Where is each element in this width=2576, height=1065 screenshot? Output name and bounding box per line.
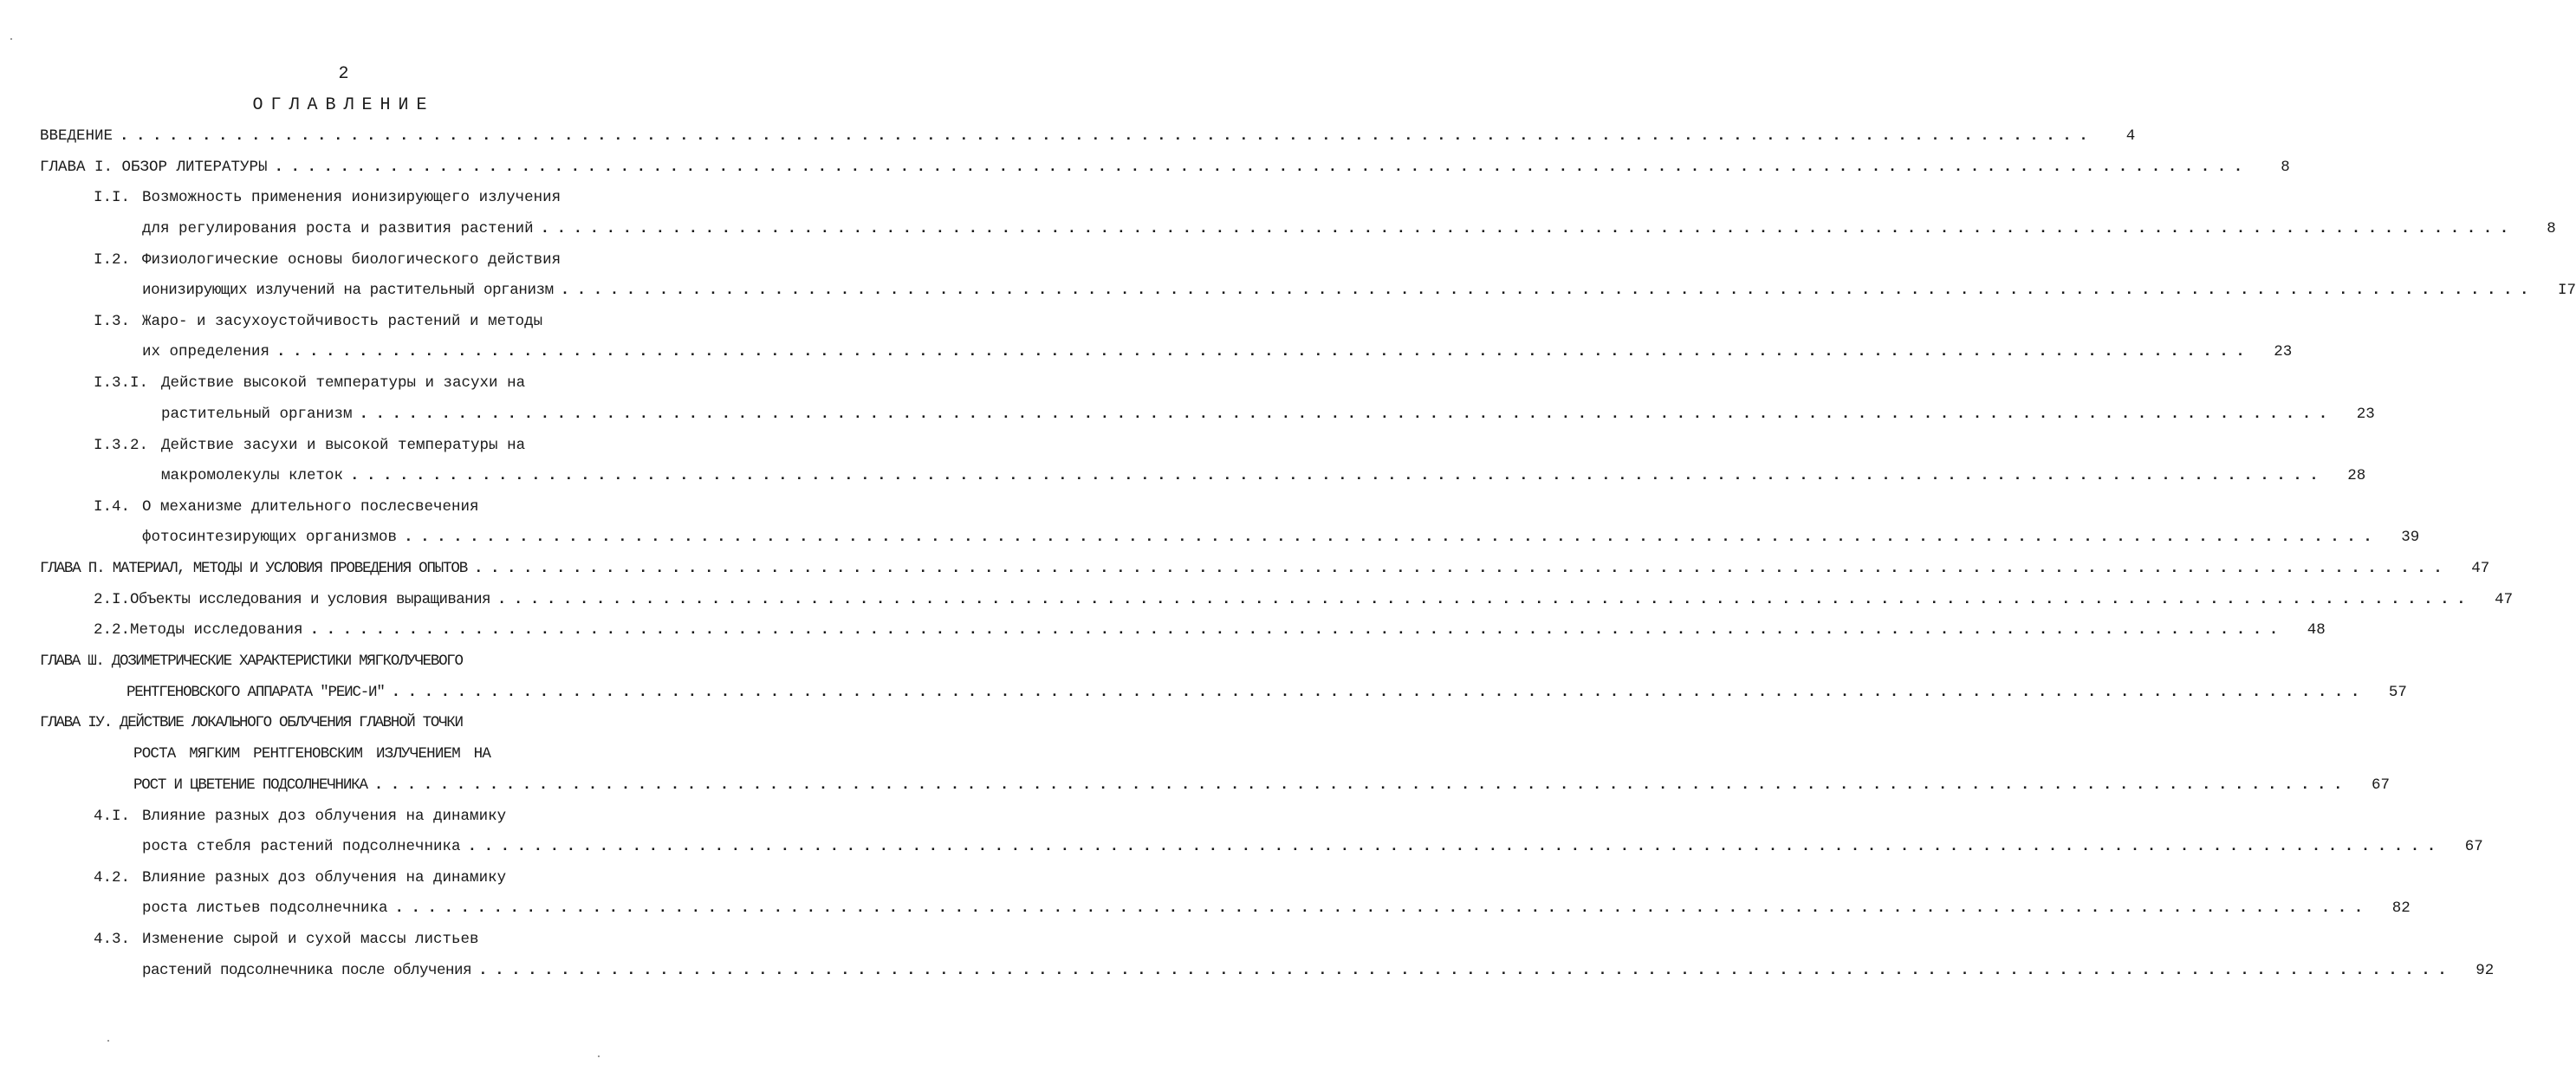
dot-leader: ........................................................................................................................ [478,962,2455,979]
dot-leader: ........................................................................................................................ [276,343,2253,360]
toc-page: 23 [2356,406,2375,423]
toc-entry-2-2 [94,619,2326,641]
toc-page: 23 [2274,343,2293,360]
toc-title: ГЛАВА IУ. ДЕЙСТВИЕ ЛОКАЛЬНОГО ОБЛУЧЕНИЯ ГЛАВНОЙ ТОЧКИ [40,714,463,731]
toc-entry-4-2-line2 [142,897,2411,919]
toc-title-continued: РОСТ И ЦВЕТЕНИЕ ПОДСОЛНЕЧНИКА [133,776,367,794]
toc-title: Жаро- и засухоустойчивость растений и методы [142,313,543,330]
dot-leader: ........................................................................................................................ [474,560,2450,577]
toc-title-continued: растений подсолнечника после облучения [142,962,472,979]
toc-entry-1-3-line1 [94,310,652,333]
toc-entry-chapter-2 [40,557,2490,580]
toc-title-continued: растительный организм [161,406,353,423]
toc-title: ГЛАВА Ш. ДОЗИМЕТРИЧЕСКИЕ ХАРАКТЕРИСТИКИ МЯГКОЛУЧЕВОГО [40,653,463,670]
page-number: 2 [338,64,349,84]
toc-entry-chapter-4-line2 [133,743,652,765]
toc-page: 82 [2391,899,2411,917]
toc-title: Объекты исследования и условия выращивания [130,591,490,608]
toc-number: I.3. [94,313,131,330]
dot-leader: ........................................................................................................................ [120,127,2096,145]
dot-leader: ........................................................................................................................ [540,220,2516,237]
toc-number: 4.3. [94,931,131,948]
toc-number: I.3.2. [94,437,149,454]
toc-page: 67 [2464,838,2483,855]
toc-entry-1-2-line2 [142,279,2576,302]
toc-title: ГЛАВА I. ОБЗОР ЛИТЕРАТУРЫ [40,159,268,176]
toc-page: 47 [2471,560,2490,577]
toc-entry-introduction [40,125,2136,147]
toc-entry-1-4-line1 [94,496,652,518]
toc-entry-1-3-line2 [142,341,2293,363]
toc-number: 2.2. [94,621,131,639]
toc-title: Возможность применения ионизирующего излучения [142,189,561,206]
scan-speck [10,38,12,40]
scan-speck [598,1055,600,1057]
toc-title-continued: роста стебля растений подсолнечника [142,838,461,855]
dot-leader: ........................................................................................................................ [350,467,2326,484]
toc-entry-1-4-line2 [142,526,2420,549]
dot-leader: ........................................................................................................................ [394,899,2371,917]
toc-page: 8 [2281,159,2290,176]
dot-leader: ........................................................................................................................ [496,591,2474,608]
toc-title: О механизме длительного послесвечения [142,498,479,516]
toc-page: 28 [2347,467,2366,484]
toc-title-continued: для регулирования роста и развития растений [142,220,534,237]
toc-entry-4-2-line1 [94,867,652,889]
toc-number: I.I. [94,189,131,206]
toc-entry-1-3-2-line2 [161,464,2366,487]
toc-page: 39 [2401,529,2420,546]
toc-entry-chapter-3-line1 [40,650,652,672]
toc-number: I.4. [94,498,131,516]
toc-title-continued: РЕНТГЕНОВСКОГО АППАРАТА "РЕИС-И" [127,684,385,701]
toc-title: Действие высокой температуры и засухи на [161,374,526,392]
toc-entry-4-1-line1 [94,805,652,828]
dot-leader: ........................................................................................................................ [560,282,2536,299]
toc-title: ВВЕДЕНИЕ [40,127,114,145]
toc-entry-1-3-2-line1 [94,434,652,457]
toc-title: Изменение сырой и сухой массы листьев [142,931,479,948]
toc-number: 2.I. [94,591,131,608]
toc-entry-chapter-3-line2 [127,681,2407,704]
toc-number: 4.I. [94,808,131,825]
toc-entry-1-3-1-line1 [94,372,652,394]
toc-entry-4-1-line2 [142,835,2483,858]
toc-title: Действие засухи и высокой температуры на [161,437,526,454]
page-title: ОГЛАВЛЕНИЕ [252,95,435,115]
toc-entry-1-2-line1 [94,249,652,271]
dot-leader: ........................................................................................................................ [373,776,2350,794]
toc-number: I.3.I. [94,374,149,392]
dot-leader: ........................................................................................................................ [274,159,2250,176]
toc-title: Физиологические основы биологического действия [142,251,561,269]
toc-entry-2-1 [94,588,2514,611]
toc-entry-chapter-4-line1 [40,711,652,734]
toc-entry-1-1-line1 [94,186,652,209]
toc-title: Влияние разных доз облучения на динамику [142,869,507,886]
toc-title: Методы исследования [130,621,303,639]
toc-title: Влияние разных доз облучения на динамику [142,808,507,825]
toc-title-continued: роста листьев подсолнечника [142,899,388,917]
toc-title-continued: фотосинтезирующих организмов [142,529,398,546]
toc-page: 48 [2307,621,2326,639]
toc-page: 8 [2547,220,2556,237]
toc-title-continued: их определения [142,343,270,360]
toc-number: 4.2. [94,869,131,886]
toc-title-continued: ионизирующих излучений на растительный организм [142,282,554,299]
toc-number: I.2. [94,251,131,269]
toc-entry-chapter-4-line3 [133,774,2390,796]
dot-leader: ........................................................................................................................ [309,621,2286,639]
toc-page: I7 [2557,282,2576,299]
toc-entry-4-3-line2 [142,959,2495,982]
toc-title-continued: РОСТА МЯГКИМ РЕНТГЕНОВСКИМ ИЗЛУЧЕНИЕМ НА [133,745,491,763]
scan-speck [107,1040,109,1042]
toc-entry-1-1-line2 [142,218,2556,240]
dot-leader: ........................................................................................................................ [404,529,2380,546]
dot-leader: ........................................................................................................................ [359,406,2335,423]
dot-leader: ........................................................................................................................ [467,838,2443,855]
toc-page: 92 [2475,962,2495,979]
toc-entry-4-3-line1 [94,928,652,951]
toc-page: 57 [2388,684,2407,701]
toc-page: 67 [2371,776,2390,794]
toc-entry-1-3-1-line2 [161,403,2375,425]
toc-page: 47 [2495,591,2514,608]
toc-title: ГЛАВА П. МАТЕРИАЛ, МЕТОДЫ И УСЛОВИЯ ПРОВЕДЕНИЯ ОПЫТОВ [40,560,467,577]
toc-entry-chapter-1 [40,156,2290,179]
toc-title-continued: макромолекулы клеток [161,467,344,484]
toc-page: 4 [2125,127,2136,145]
dot-leader: ........................................................................................................................ [391,684,2367,701]
